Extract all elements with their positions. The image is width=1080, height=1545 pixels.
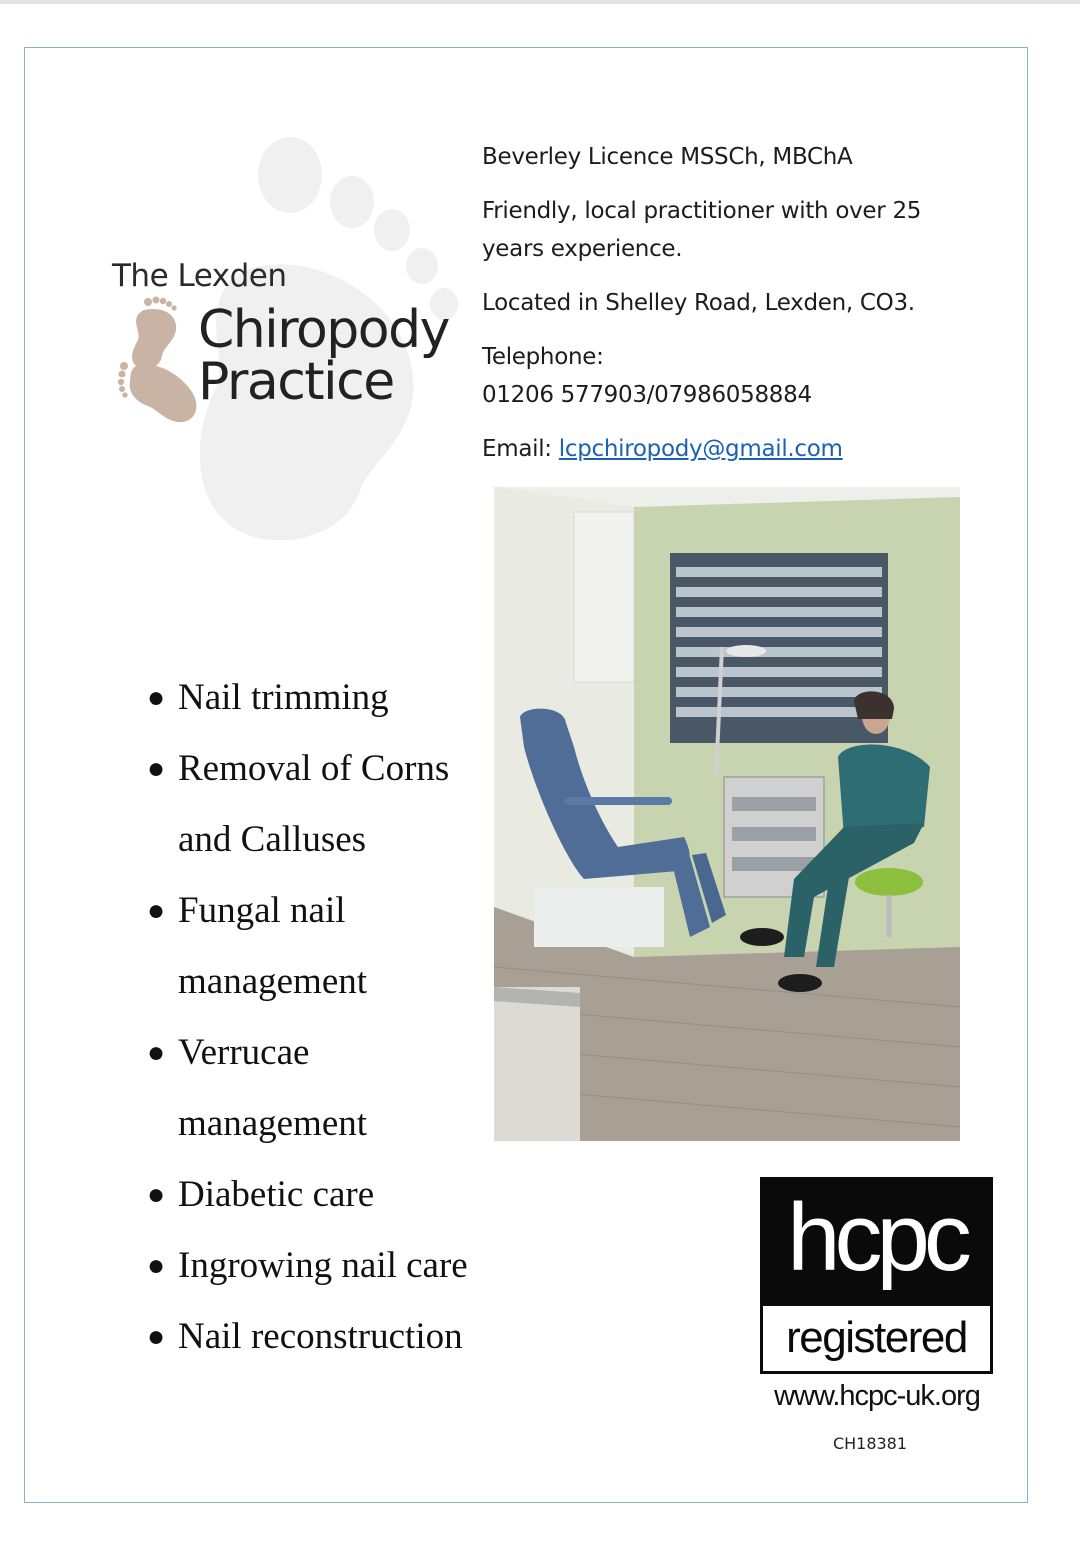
hcpc-url: www.hcpc-uk.org (774, 1380, 980, 1412)
list-item: ● Nail reconstruction (147, 1316, 463, 1357)
location: Located in Shelley Road, Lexden, CO3. (482, 290, 915, 316)
service-label: Nail trimming (178, 677, 389, 718)
practice-logo (112, 258, 472, 438)
service-label: Fungal nail management (178, 890, 368, 1002)
hcpc-wordmark: hcpc (787, 1184, 966, 1291)
list-item: ● Verrucae management (147, 1032, 368, 1144)
hcpc-badge (760, 1177, 993, 1374)
list-item: ● Fungal nail management (147, 890, 368, 1002)
telephone-numbers: 01206 577903/07986058884 (482, 382, 812, 408)
footprints-icon (114, 296, 204, 426)
clinic-room-photo (494, 487, 960, 1141)
telephone-label: Telephone: (482, 344, 604, 370)
email-link[interactable]: lcpchiropody@gmail.com (558, 436, 843, 462)
email-label: Email: (482, 436, 552, 462)
tagline: Friendly, local practitioner with over 25 years experience. (482, 198, 922, 262)
logo-line-2: Practice (198, 352, 394, 412)
top-edge-line (0, 0, 1080, 4)
service-label: Ingrowing nail care (178, 1245, 468, 1286)
logo-line-1: Chiropody (198, 300, 449, 360)
list-item: ● Diabetic care (147, 1174, 375, 1215)
registered-label: registered (786, 1313, 967, 1362)
service-label: Verrucae management (178, 1032, 368, 1144)
services-list (140, 662, 500, 1372)
practitioner-name: Beverley Licence MSSCh, MBChA (482, 144, 853, 170)
list-item: ● Nail trimming (147, 677, 389, 718)
email-line (482, 430, 1002, 468)
service-label: Diabetic care (178, 1174, 375, 1215)
registration-number: CH18381 (832, 1434, 908, 1453)
logo-line-small: The Lexden (112, 258, 287, 294)
contact-block (482, 138, 1002, 484)
service-label: Nail reconstruction (178, 1316, 463, 1357)
list-item: ● Removal of Corns and Calluses (147, 748, 450, 860)
telephone (482, 338, 1002, 414)
list-item: ● Ingrowing nail care (147, 1245, 468, 1286)
service-label: Removal of Corns and Calluses (178, 748, 450, 860)
